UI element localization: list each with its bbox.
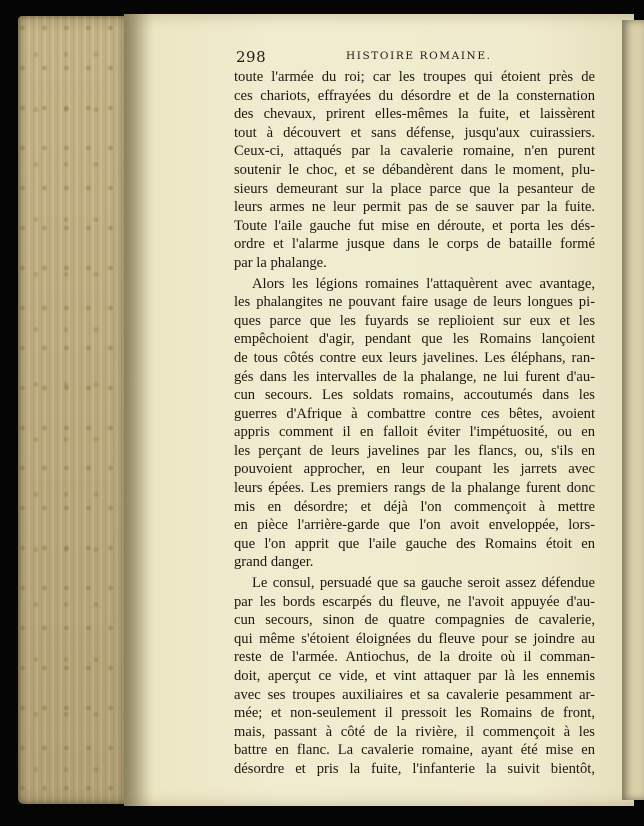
running-title: HISTOIRE ROMAINE.	[346, 50, 492, 62]
text-line: des chevaux, prirent elles-mêmes la fuite, et laissèrent	[234, 106, 595, 123]
page-header	[236, 48, 596, 68]
text-line: cun secours, sinon de quatre compagnies de cavalerie,	[234, 612, 595, 629]
text-line: pouvoient approcher, en leur coupant les jarrets avec	[234, 461, 595, 478]
text-line: qui même s'étoient éloignées du fleuve pour se joindre au	[234, 630, 595, 647]
text-line: sieurs demeurant sur la place parce que la pesanteur de	[234, 180, 595, 197]
text-line: désordre et pris la fuite, l'infanterie la suivit bientôt,	[234, 760, 595, 777]
text-line: par les bords escarpés du fleuve, ne l'avoit appuyée d'au-	[234, 593, 595, 610]
text-line: appris comment il en falloit éviter l'impétuosité, ou en	[234, 424, 595, 441]
text-line: ces chariots, effrayées du désordre et de la consternation	[234, 87, 595, 104]
text-line: battre en flanc. La cavalerie romaine, ayant été mise en	[234, 742, 595, 759]
book-page-edges	[18, 16, 134, 804]
text-line: en pièce l'arrière-garde que l'on avoit enveloppée, lors-	[234, 517, 595, 534]
text-line: avec ses troupes auxiliaires et sa cavalerie pesamment ar-	[234, 686, 595, 703]
text-line: Alors les légions romaines l'attaquèrent avec avantage,	[252, 275, 595, 292]
text-line: reste de l'armée. Antiochus, de la droite où il comman-	[234, 649, 595, 666]
text-line: grand danger.	[234, 554, 314, 571]
text-line: toute l'armée du roi; car les troupes qui étoient près de	[234, 69, 595, 85]
facing-page-edge	[622, 20, 644, 800]
text-line: Le consul, persuadé que sa gauche seroit assez défendue	[252, 575, 595, 592]
text-line: Ceux-ci, attaqués par la cavalerie romaine, n'en purent	[234, 143, 595, 160]
text-line: ordre et l'alarme jusque dans le corps de bataille formé	[234, 236, 595, 253]
text-line: de tous côtés contre eux leurs javelines. Les éléphans, ran-	[234, 349, 595, 366]
text-line: les phalangites ne pouvant faire usage de leurs longues pi-	[234, 294, 595, 311]
gutter-shadow	[124, 14, 154, 806]
text-line: les perçant de leurs javelines par les flancs, ou, s'ils en	[234, 442, 595, 459]
text-line: tout à découvert et sans défense, jusqu'aux cuirassiers.	[234, 124, 595, 141]
text-line: mais, passant à côté de la rivière, il commençoit à les	[234, 723, 595, 740]
text-line: soutenir le choc, et se débandèrent dans le moment, plu-	[234, 161, 595, 178]
text-line: doit, aperçut ce vide, et vint attaquer par là les ennemis	[234, 668, 595, 684]
body-text	[234, 68, 595, 779]
text-line: leurs armes ne leur permit pas de se sauver par la fuite.	[234, 199, 595, 216]
text-line: ques parce que les fuyards se replioient sur eux et les	[234, 312, 595, 329]
text-line: mée; et non-seulement il pressoit les Romains de front,	[234, 705, 595, 722]
text-line: cun secours. Les soldats romains, accoutumés dans les	[234, 387, 595, 404]
text-line: mis en désordre; et déjà l'on commençoit à mettre	[234, 498, 595, 515]
text-line: guerres d'Afrique à combattre contre ces bêtes, avoient	[234, 405, 595, 422]
page-number: 298	[236, 48, 267, 66]
text-line: que l'on apprit que l'aile gauche des Romains étoit en	[234, 535, 595, 552]
text-line: leurs épées. Les premiers rangs de la phalange furent donc	[234, 480, 595, 497]
text-line: par la phalange.	[234, 254, 327, 271]
text-line: gés dans les intervalles de la phalange, ne lui furent d'au-	[234, 368, 595, 385]
text-line: Toute l'aile gauche fut mise en déroute, et porta les dés-	[234, 217, 595, 234]
text-line: empêchoient d'agir, pendant que les Romains lançoient	[234, 331, 595, 348]
